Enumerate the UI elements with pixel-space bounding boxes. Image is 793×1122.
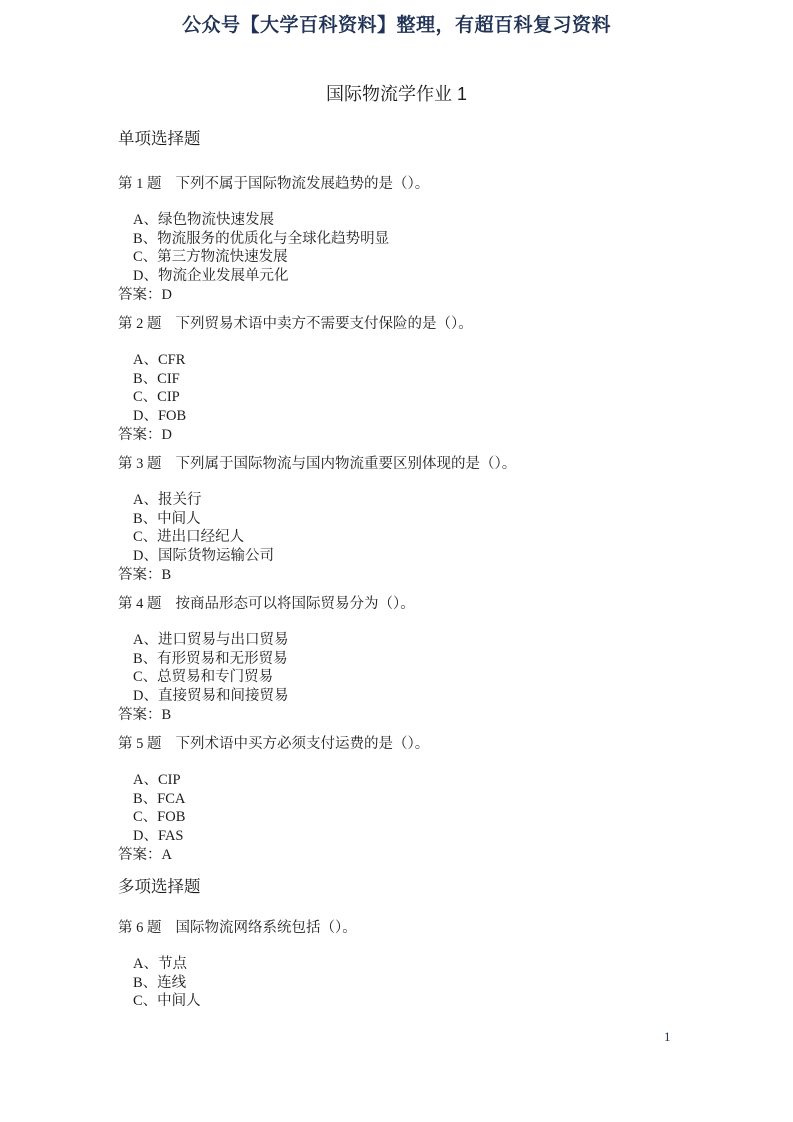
option-c: C、CIP bbox=[133, 389, 180, 405]
question-2-label: 第 2 题 bbox=[118, 316, 162, 332]
question-1-options bbox=[118, 211, 675, 285]
section-single-choice bbox=[118, 128, 675, 865]
option-a: A、CIP bbox=[133, 772, 181, 788]
question-4-answer: 答案：B bbox=[118, 707, 172, 723]
question-1 bbox=[118, 174, 675, 305]
question-2-text: 下列贸易术语中卖方不需要支付保险的是（）。 bbox=[175, 316, 473, 332]
option-c: C、第三方物流快速发展 bbox=[133, 249, 288, 265]
question-5-options bbox=[118, 771, 675, 845]
option-a: A、绿色物流快速发展 bbox=[133, 212, 274, 228]
question-3 bbox=[118, 454, 675, 585]
question-5-label: 第 5 题 bbox=[118, 736, 162, 752]
section-heading-multiple-choice: 多项选择题 bbox=[118, 877, 201, 896]
page-number: 1 bbox=[664, 1029, 671, 1044]
option-c: C、中间人 bbox=[133, 993, 201, 1009]
option-d: D、FOB bbox=[133, 407, 187, 424]
question-1-answer: 答案：D bbox=[118, 287, 172, 303]
option-c: C、进出口经纪人 bbox=[133, 529, 245, 545]
option-b: B、CIF bbox=[133, 370, 180, 387]
question-3-answer: 答案：B bbox=[118, 567, 172, 583]
option-c: C、总贸易和专门贸易 bbox=[133, 669, 274, 685]
option-b: B、连线 bbox=[133, 974, 187, 991]
question-5-answer: 答案：A bbox=[118, 847, 172, 863]
question-6-options bbox=[118, 955, 675, 1011]
option-d: D、物流企业发展单元化 bbox=[133, 267, 289, 284]
question-6-text: 国际物流网络系统包括（）。 bbox=[175, 920, 357, 936]
option-d: D、FAS bbox=[133, 827, 184, 844]
question-6-label: 第 6 题 bbox=[118, 920, 162, 936]
option-d: D、国际货物运输公司 bbox=[133, 547, 274, 564]
question-3-text: 下列属于国际物流与国内物流重要区别体现的是（）。 bbox=[175, 456, 517, 472]
option-d: D、直接贸易和间接贸易 bbox=[133, 687, 289, 704]
question-4-label: 第 4 题 bbox=[118, 596, 162, 612]
question-2 bbox=[118, 314, 675, 445]
section-multiple-choice bbox=[118, 876, 675, 1011]
option-a: A、报关行 bbox=[133, 492, 202, 508]
option-b: B、FCA bbox=[133, 790, 186, 807]
question-2-options bbox=[118, 351, 675, 425]
option-b: B、物流服务的优质化与全球化趋势明显 bbox=[133, 230, 390, 247]
section-heading-single-choice: 单项选择题 bbox=[118, 129, 201, 148]
question-4 bbox=[118, 594, 675, 725]
question-1-text: 下列不属于国际物流发展趋势的是（）。 bbox=[175, 176, 430, 192]
question-2-answer: 答案：D bbox=[118, 427, 172, 443]
question-4-text: 按商品形态可以将国际贸易分为（）。 bbox=[175, 596, 415, 612]
option-b: B、中间人 bbox=[133, 510, 201, 527]
question-5-text: 下列术语中买方必须支付运费的是（）。 bbox=[175, 736, 430, 752]
question-5 bbox=[118, 734, 675, 865]
question-6 bbox=[118, 918, 675, 1011]
question-4-options bbox=[118, 631, 675, 705]
page-title: 国际物流学作业 1 bbox=[325, 84, 467, 104]
document-header-watermark: 公众号【大学百科资料】整理，有超百科复习资料 bbox=[181, 15, 611, 36]
option-a: A、进口贸易与出口贸易 bbox=[133, 632, 289, 648]
option-c: C、FOB bbox=[133, 809, 186, 825]
question-1-label: 第 1 题 bbox=[118, 176, 162, 192]
document-body bbox=[118, 128, 675, 1011]
question-3-label: 第 3 题 bbox=[118, 456, 162, 472]
option-a: A、节点 bbox=[133, 956, 187, 972]
question-3-options bbox=[118, 491, 675, 565]
option-a: A、CFR bbox=[133, 352, 186, 368]
option-b: B、有形贸易和无形贸易 bbox=[133, 650, 288, 667]
